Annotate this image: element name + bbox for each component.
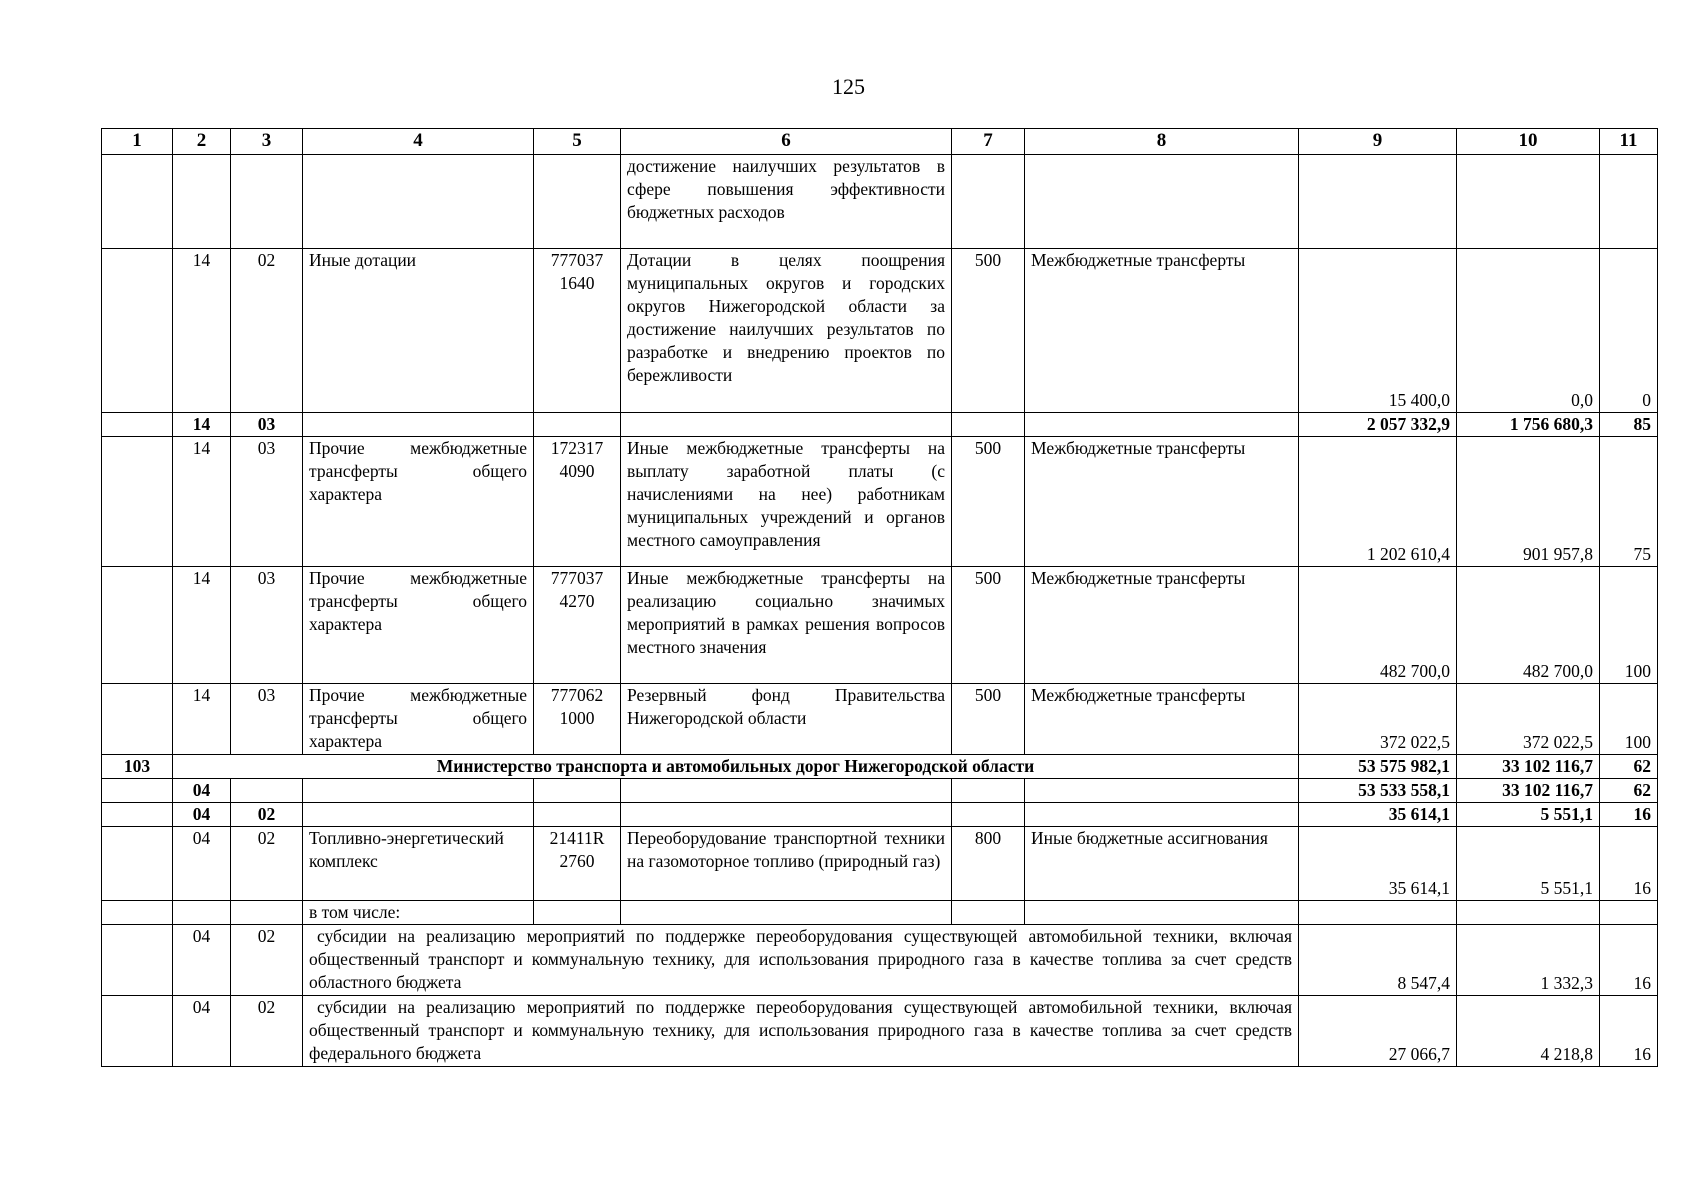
type-cell: 800 (952, 827, 1025, 901)
header-cell: 8 (1025, 129, 1299, 155)
fact-cell: 482 700,0 (1457, 567, 1600, 684)
subsection-cell: 03 (231, 437, 303, 567)
plan-cell: 2 057 332,9 (1299, 413, 1457, 437)
percent-cell: 16 (1600, 996, 1658, 1067)
fact-cell: 4 218,8 (1457, 996, 1600, 1067)
section-cell: 04 (173, 996, 231, 1067)
plan-cell: 8 547,4 (1299, 925, 1457, 996)
table-row (102, 684, 1658, 755)
ministry-title-cell: Министерство транспорта и автомобильных дорог Нижегородской области (173, 755, 1299, 779)
plan-cell: 53 533 558,1 (1299, 779, 1457, 803)
percent-cell: 62 (1600, 755, 1658, 779)
percent-cell: 16 (1600, 827, 1658, 901)
budget-table (101, 128, 1658, 1067)
table-row (102, 779, 1658, 803)
subsidy-description-cell: субсидии на реализацию мероприятий по поддержке переоборудования существующей автомобильной техники, включая общественный транспорт и коммунальную технику, для использования природного газа в качестве топлива за счет средств областного бюджета (303, 925, 1299, 996)
percent-cell: 100 (1600, 567, 1658, 684)
code-cell: 777037 4270 (534, 567, 621, 684)
subsection-cell: 03 (231, 684, 303, 755)
ministry-code-cell: 103 (102, 755, 173, 779)
percent-cell: 100 (1600, 684, 1658, 755)
header-row (102, 129, 1658, 155)
header-cell: 3 (231, 129, 303, 155)
fact-cell: 5 551,1 (1457, 803, 1600, 827)
type-name-cell: Межбюджетные трансферты (1025, 684, 1299, 755)
percent-cell: 16 (1600, 925, 1658, 996)
description-cell: Иные межбюджетные трансферты на выплату заработной платы (с начислениями на нее) работникам муниципальных учреждений и органов местного самоуправления (621, 437, 952, 567)
table-row (102, 437, 1658, 567)
table-row (102, 925, 1658, 996)
code-cell: 777062 1000 (534, 684, 621, 755)
code-cell: 172317 4090 (534, 437, 621, 567)
table-row (102, 996, 1658, 1067)
subsection-cell: 02 (231, 996, 303, 1067)
table-row (102, 155, 1658, 249)
page-number: 125 (832, 74, 865, 99)
percent-cell: 62 (1600, 779, 1658, 803)
description-cell: Переоборудование транспортной техники на газомоторное топливо (природный газ) (621, 827, 952, 901)
percent-cell: 16 (1600, 803, 1658, 827)
header-cell: 11 (1600, 129, 1658, 155)
percent-cell: 75 (1600, 437, 1658, 567)
fact-cell: 1 756 680,3 (1457, 413, 1600, 437)
plan-cell: 482 700,0 (1299, 567, 1457, 684)
type-name-cell: Межбюджетные трансферты (1025, 437, 1299, 567)
header-cell: 7 (952, 129, 1025, 155)
subsection-cell: 02 (231, 827, 303, 901)
section-cell: 04 (173, 803, 231, 827)
section-cell: 14 (173, 567, 231, 684)
section-cell: 14 (173, 437, 231, 567)
including-label: в том числе: (303, 901, 534, 925)
table-row (102, 827, 1658, 901)
name-cell: Иные дотации (303, 249, 534, 413)
type-name-cell: Межбюджетные трансферты (1025, 567, 1299, 684)
name-cell: Прочие межбюджетные трансферты общего характера (303, 684, 534, 755)
fact-cell: 33 102 116,7 (1457, 779, 1600, 803)
subsection-cell: 02 (231, 803, 303, 827)
subsection-cell: 03 (231, 567, 303, 684)
subsidy-description-cell: субсидии на реализацию мероприятий по поддержке переоборудования существующей автомобильной техники, включая общественный транспорт и коммунальную технику, для использования природного газа в качестве топлива за счет средств федерального бюджета (303, 996, 1299, 1067)
header-cell: 6 (621, 129, 952, 155)
plan-cell: 15 400,0 (1299, 249, 1457, 413)
name-cell: Прочие межбюджетные трансферты общего характера (303, 437, 534, 567)
type-cell: 500 (952, 567, 1025, 684)
type-name-cell: Иные бюджетные ассигнования (1025, 827, 1299, 901)
table-row (102, 901, 1658, 925)
header-cell: 9 (1299, 129, 1457, 155)
section-cell: 04 (173, 925, 231, 996)
table-row (102, 803, 1658, 827)
description-cell: Дотации в целях поощрения муниципальных округов и городских округов Нижегородской области за достижение наилучших результатов по разработке и внедрению проектов по бережливости (621, 249, 952, 413)
description-cell: достижение наилучших результатов в сфере повышения эффективности бюджетных расходов (621, 155, 952, 249)
fact-cell: 901 957,8 (1457, 437, 1600, 567)
section-cell: 04 (173, 779, 231, 803)
fact-cell: 33 102 116,7 (1457, 755, 1600, 779)
plan-cell: 372 022,5 (1299, 684, 1457, 755)
description-cell: Резервный фонд Правительства Нижегородской области (621, 684, 952, 755)
header-cell: 2 (173, 129, 231, 155)
plan-cell: 27 066,7 (1299, 996, 1457, 1067)
section-cell: 14 (173, 684, 231, 755)
header-cell: 1 (102, 129, 173, 155)
plan-cell: 1 202 610,4 (1299, 437, 1457, 567)
percent-cell: 85 (1600, 413, 1658, 437)
code-cell: 777037 1640 (534, 249, 621, 413)
section-cell: 14 (173, 249, 231, 413)
subsection-cell: 02 (231, 925, 303, 996)
code-cell: 21411R 2760 (534, 827, 621, 901)
plan-cell: 53 575 982,1 (1299, 755, 1457, 779)
table-row (102, 413, 1658, 437)
type-name-cell: Межбюджетные трансферты (1025, 249, 1299, 413)
section-cell: 04 (173, 827, 231, 901)
header-cell: 5 (534, 129, 621, 155)
subsection-cell: 03 (231, 413, 303, 437)
percent-cell: 0 (1600, 249, 1658, 413)
header-cell: 4 (303, 129, 534, 155)
fact-cell: 372 022,5 (1457, 684, 1600, 755)
table-row (102, 567, 1658, 684)
fact-cell: 5 551,1 (1457, 827, 1600, 901)
subsection-cell: 02 (231, 249, 303, 413)
name-cell: Топливно-энергетический комплекс (303, 827, 534, 901)
plan-cell: 35 614,1 (1299, 827, 1457, 901)
type-cell: 500 (952, 684, 1025, 755)
type-cell: 500 (952, 437, 1025, 567)
type-cell: 500 (952, 249, 1025, 413)
header-cell: 10 (1457, 129, 1600, 155)
name-cell: Прочие межбюджетные трансферты общего характера (303, 567, 534, 684)
section-cell: 14 (173, 413, 231, 437)
ministry-row (102, 755, 1658, 779)
fact-cell: 0,0 (1457, 249, 1600, 413)
description-cell: Иные межбюджетные трансферты на реализацию социально значимых мероприятий в рамках решения вопросов местного значения (621, 567, 952, 684)
fact-cell: 1 332,3 (1457, 925, 1600, 996)
plan-cell: 35 614,1 (1299, 803, 1457, 827)
table-row (102, 249, 1658, 413)
